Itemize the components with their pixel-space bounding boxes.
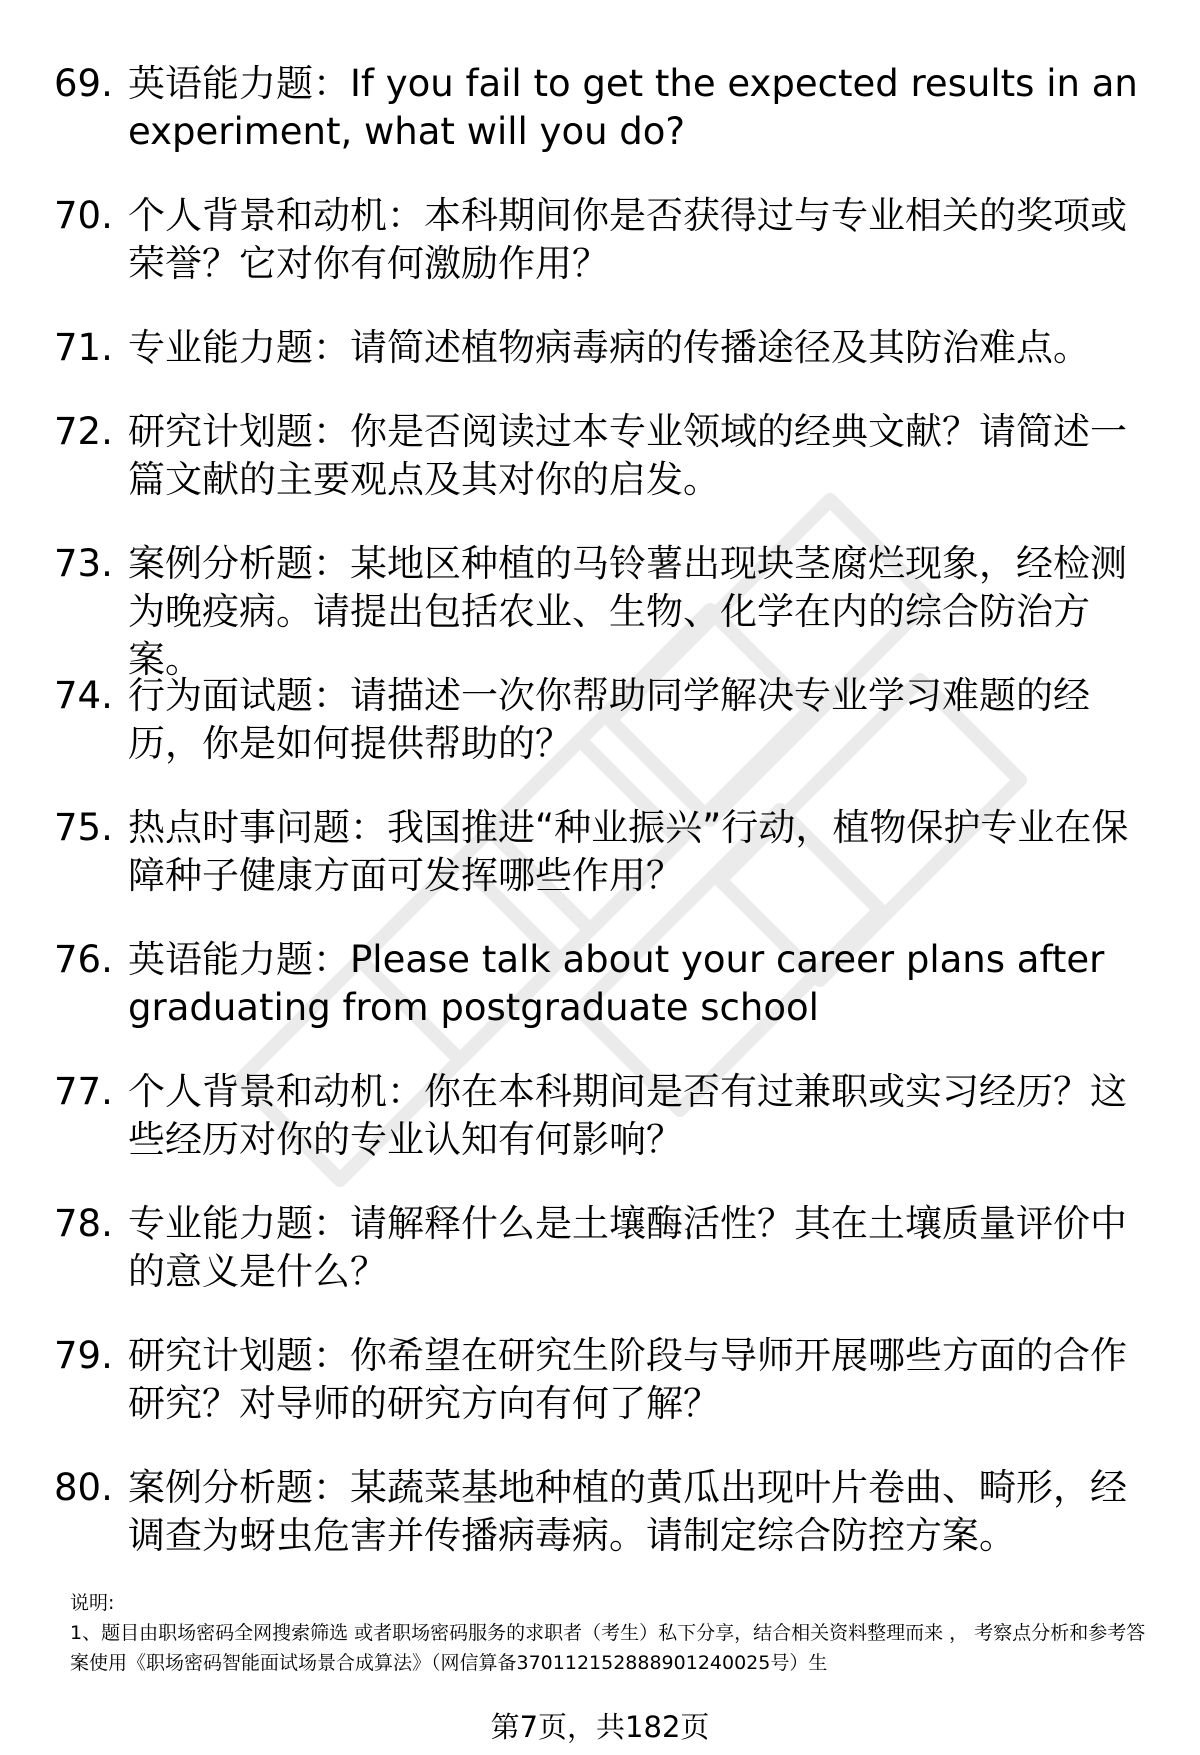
question-item bbox=[0, 192, 1200, 324]
notes-section bbox=[70, 1588, 1160, 1678]
question-text: 个人背景和动机：你在本科期间是否有过兼职或实习经历？这些经历对你的专业认知有何影响？ bbox=[128, 1070, 1127, 1161]
question-text: 专业能力题：请解释什么是土壤酶活性？其在土壤质量评价中的意义是什么？ bbox=[128, 1202, 1127, 1293]
question-text: 专业能力题：请简述植物病毒病的传播途径及其防治难点。 bbox=[128, 326, 1090, 369]
question-number: 72. bbox=[54, 410, 113, 453]
question-number: 70. bbox=[54, 194, 113, 237]
question-number: 78. bbox=[54, 1202, 113, 1245]
question-text: 个人背景和动机：本科期间你是否获得过与专业相关的奖项或荣誉？它对你有何激励作用？ bbox=[128, 194, 1127, 285]
question-text: 英语能力题：Please talk about your career plans after graduating from postgraduate school bbox=[128, 938, 1105, 1029]
question-item bbox=[0, 408, 1200, 540]
question-item bbox=[0, 1332, 1200, 1464]
question-item bbox=[0, 324, 1200, 408]
question-text: 案例分析题：某地区种植的马铃薯出现块茎腐烂现象，经检测为晚疫病。请提出包括农业、生物、化学在内的综合防治方案。 bbox=[128, 542, 1127, 681]
question-item bbox=[0, 1068, 1200, 1200]
notes-line: 1、题目由职场密码全网搜索筛选 或者职场密码服务的求职者（考生）私下分享，结合相关资料整理而来 ， 考察点分析和参考答案使用《职场密码智能面试场景合成算法》（网信算备370112152888901240025号）生 bbox=[70, 1622, 1146, 1674]
question-list bbox=[0, 60, 1200, 1596]
question-item bbox=[0, 1200, 1200, 1332]
question-item bbox=[0, 804, 1200, 936]
question-item bbox=[0, 1464, 1200, 1596]
question-text: 研究计划题：你是否阅读过本专业领域的经典文献？请简述一篇文献的主要观点及其对你的启发。 bbox=[128, 410, 1127, 501]
question-number: 76. bbox=[54, 938, 113, 981]
question-number: 73. bbox=[54, 542, 113, 585]
question-number: 80. bbox=[54, 1466, 113, 1509]
question-number: 75. bbox=[54, 806, 113, 849]
question-item bbox=[0, 936, 1200, 1068]
question-text: 研究计划题：你希望在研究生阶段与导师开展哪些方面的合作研究？对导师的研究方向有何了解？ bbox=[128, 1334, 1127, 1425]
question-text: 行为面试题：请描述一次你帮助同学解决专业学习难题的经历，你是如何提供帮助的？ bbox=[128, 674, 1090, 765]
question-text: 英语能力题：If you fail to get the expected results in an experiment, what will you do? bbox=[128, 62, 1138, 153]
question-number: 69. bbox=[54, 62, 113, 105]
question-number: 77. bbox=[54, 1070, 113, 1113]
question-text: 案例分析题：某蔬菜基地种植的黄瓜出现叶片卷曲、畸形，经调查为蚜虫危害并传播病毒病。请制定综合防控方案。 bbox=[128, 1466, 1127, 1557]
page-number: 第7页，共182页 bbox=[490, 1710, 710, 1744]
question-text: 热点时事问题：我国推进“种业振兴”行动，植物保护专业在保障种子健康方面可发挥哪些作用？ bbox=[128, 806, 1129, 897]
question-number: 74. bbox=[54, 674, 113, 717]
notes-heading: 说明: bbox=[70, 1592, 115, 1614]
question-item bbox=[0, 540, 1200, 681]
question-number: 71. bbox=[54, 326, 113, 369]
question-item bbox=[0, 60, 1200, 192]
question-number: 79. bbox=[54, 1334, 113, 1377]
question-item bbox=[0, 672, 1200, 804]
